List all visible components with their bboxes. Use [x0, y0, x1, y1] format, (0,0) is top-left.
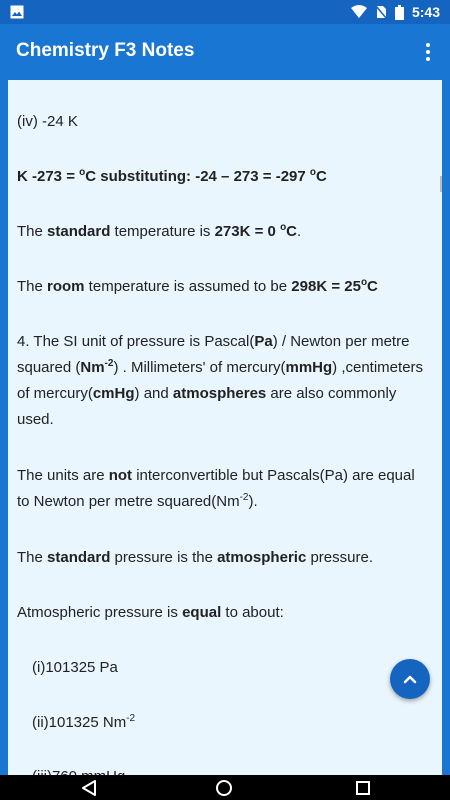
scrollbar[interactable] — [440, 176, 442, 192]
standard-pressure: The standard pressure is the atmospheric pressure. — [17, 549, 373, 566]
atmospheric-pressure: Atmospheric pressure is equal to about: — [17, 604, 284, 621]
notes-content — [8, 80, 442, 775]
recents-icon[interactable] — [354, 779, 372, 797]
app-title: Chemistry F3 Notes — [16, 40, 195, 61]
room-temperature: The room temperature is assumed to be $298K = 25^oC$ — [17, 277, 378, 295]
navigation-bar — [0, 775, 450, 800]
si-unit-pressure: 4. The SI unit of pressure is Pascal(Pa) / Newton per metre squared $(Nm^{-2})$ . Millimeters' of mercury(mmHg) ,centimeters of mercury(cmHg) and atmospheres are also commonly used. — [17, 333, 424, 428]
scroll-top-button[interactable] — [390, 659, 430, 699]
answer-iv: (iv) -24 K — [17, 113, 78, 130]
wifi-icon — [351, 5, 367, 19]
pressure-value-pa: (i)101325 Pa — [32, 659, 118, 676]
no-sim-icon — [375, 5, 387, 19]
standard-temperature: The standard temperature is 273K = 0 $^o$C. — [17, 222, 302, 240]
clock: 5:43 — [411, 4, 440, 20]
status-bar — [0, 0, 450, 24]
back-icon[interactable] — [80, 779, 98, 797]
image-icon — [10, 5, 24, 19]
battery-icon — [395, 5, 404, 20]
chevron-up-icon — [400, 669, 420, 689]
more-vert-icon[interactable] — [416, 38, 440, 66]
home-icon[interactable] — [215, 779, 233, 797]
conversion-line: K -273 = $^o$C substituting: -24 – 273 = -297 $^o$C — [17, 167, 327, 185]
app-bar — [0, 24, 450, 80]
units-note: The units are not interconvertible but Pascals(Pa) are equal to Newton per metre $squared(Nm^{-2})$. — [17, 467, 415, 510]
pressure-value-nm: (ii)101325 $Nm^{-2}$ — [32, 713, 136, 731]
